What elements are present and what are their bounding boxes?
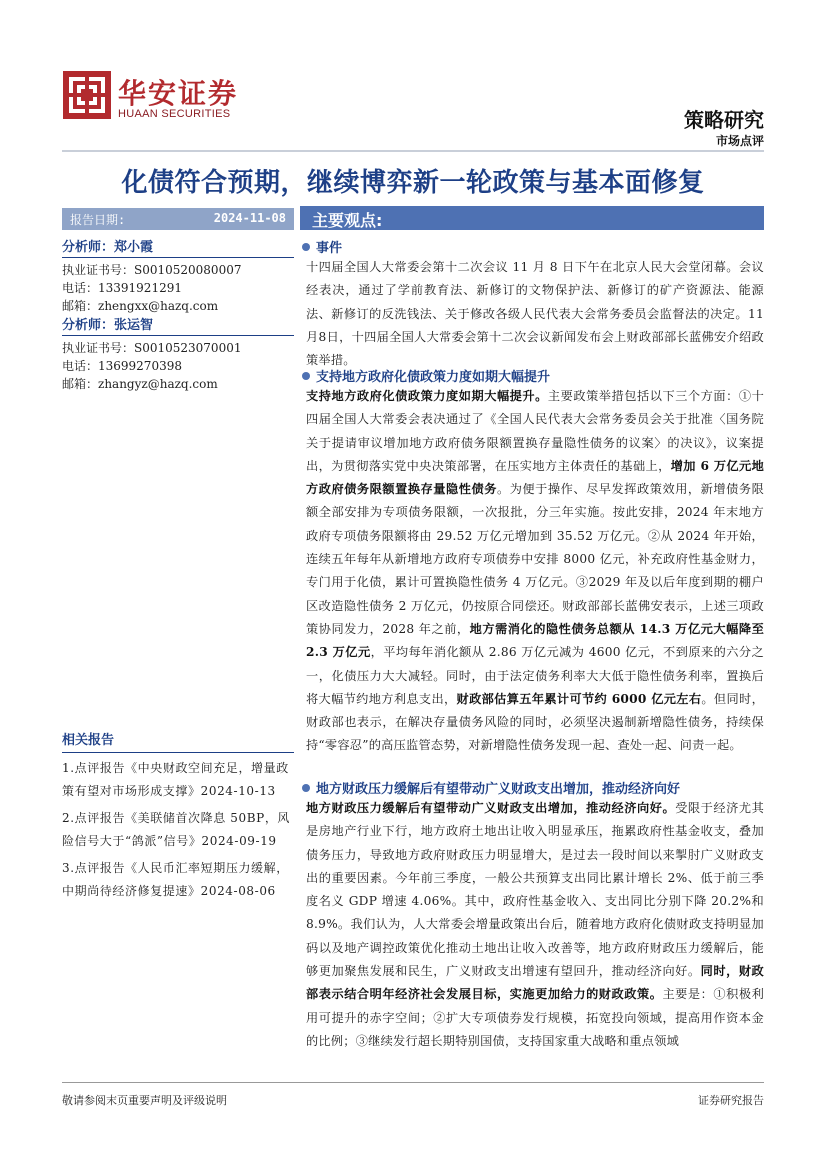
section-heading-text: 地方财政压力缓解后有望带动广义财政支出增加，推动经济向好 xyxy=(316,782,681,797)
bullet-icon xyxy=(302,243,310,251)
related-report-item[interactable]: 1.点评报告《中央财政空间充足，增量政策有望对市场形成支撑》2024-10-13 xyxy=(62,761,289,798)
logo-text-en: HUAAN SECURITIES xyxy=(118,108,231,120)
section-paragraph xyxy=(306,385,764,758)
bold-text: 财政部估算五年累计可节约 6000 亿元左右 xyxy=(456,691,702,706)
report-category: 策略研究 xyxy=(684,108,764,132)
bold-text: 地方财政压力缓解后有望带动广义财政支出增加，推动经济向好。 xyxy=(306,801,676,815)
related-report-item[interactable]: 2.点评报告《美联储首次降息 50BP，风险信号大于“鸽派”信号》2024-09-19 xyxy=(62,811,291,848)
page-title: 化债符合预期，继续博弈新一轮政策与基本面修复 xyxy=(121,168,705,198)
footer-report-type: 证券研究报告 xyxy=(698,1094,764,1107)
analyst-block xyxy=(62,238,294,315)
section-heading-text: 支持地方政府化债政策力度如期大幅提升 xyxy=(316,370,551,385)
analyst-cert: 执业证书号：S0010520080007 xyxy=(62,263,242,277)
body-text: 。为便于操作、尽早发挥政策效用，新增债务限额全部安排为专项债务限额，一次报批，分三年实施。按此安排，2024 年末地方政府专项债务限额将由 29.52 万亿元增加到 35.52 万亿元。②从 2024 年开始，连续五年每年从新增地方政府专项债券中安排 8000 亿元，补充政府性基金财力，专门用于化债，累计可置换隐性债务 4 万亿元。③2029 年及以后年度到期的棚户区改造隐性债务 2 万亿元，仍按原合同偿还。财政部部长蓝佛安表示，上述三项政策协同发力，2028 年之前， xyxy=(306,482,765,636)
section-heading xyxy=(300,237,764,256)
logo-mark-icon xyxy=(62,70,112,120)
report-date-bar xyxy=(62,208,294,230)
analyst-email[interactable]: 邮箱：zhangyz@hazq.com xyxy=(62,377,218,391)
section-paragraph xyxy=(306,797,764,1053)
bold-text: 地方需消化的隐性债务总额从 14.3 万亿元大幅降至 2.3 万亿元 xyxy=(306,621,765,660)
bold-text: 同时，财政部表示结合明年经济社会发展目标，实施更加给力的财政政策。 xyxy=(306,964,764,1002)
key-points-label: 主要观点: xyxy=(312,211,383,230)
analyst-email[interactable]: 邮箱：zhengxx@hazq.com xyxy=(62,299,219,313)
company-logo xyxy=(62,70,252,130)
report-subcategory: 市场点评 xyxy=(715,134,764,148)
body-text: 。但同时，财政部也表示，在解决存量债务风险的同时，必须坚决遏制新增隐性债务，持续保持“零容忍”的高压监管态势，对新增隐性债务发现一起、查处一起、问责一起。 xyxy=(306,691,765,753)
body-text: 主要是：①积极利用可提升的赤字空间；②扩大专项债券发行规模，拓宽投向领域，提高用作资本金的比例；③继续发行超长期特别国债，支持国家重大战略和重点领域 xyxy=(306,987,765,1048)
bullet-icon xyxy=(302,784,310,792)
analyst-name: 分析师：郑小霞 xyxy=(62,240,154,255)
bullet-icon xyxy=(302,372,310,380)
bold-text: 增加 6 万亿元地方政府债务限额置换存量隐性债务 xyxy=(306,458,765,497)
section-heading-text: 事件 xyxy=(316,241,343,256)
related-report-item[interactable]: 3.点评报告《人民币汇率短期压力缓解，中期尚待经济修复提速》2024-08-06 xyxy=(62,861,289,898)
header-divider xyxy=(62,150,764,152)
body-text: 受限于经济尤其是房地产行业下行，地方政府土地出让收入明显承压，拖累政府性基金收支，叠加债务压力，导致地方政府财政压力明显增大，是过去一段时间以来掣肘广义财政支出的重要因素。今年前三季度，一般公共预算支出同比累计增长 2%、低于前三季度名义 GDP 增速 4.06%。其中，政府性基金收入、支出同比分别下降 20.2%和 8.9%。我们认为，人大常委会增量政策出台后，随着地方政府化债财政支持明显加码以及地产调控政策优化推动土地出让收入改善等，地方政府财政压力缓解后，能够更加聚焦发展和民生，广义财政支出增速有望回升，推动经济向好。 xyxy=(306,801,765,979)
body-text: 主要政策举措包括以下三个方面：①十四届全国人大常委会表决通过了《全国人民代表大会常务委员会关于批准〈国务院关于提请审议增加地方政府债务限额置换存量隐性债务的议案〉的决议》，议案提出，为贯彻落实党中央决策部署，在压实地方主体责任的基础上， xyxy=(306,389,765,473)
report-date-value: 2024-11-08 xyxy=(213,211,286,225)
section-heading xyxy=(300,366,764,385)
analyst-cert: 执业证书号：S0010523070001 xyxy=(62,341,242,355)
section-paragraph: 十四届全国人大常委会第十二次会议 11 月 8 日下午在北京人民大会堂闭幕。会议经表决，通过了学前教育法、新修订的文物保护法、新修订的矿产资源法、能源法、新修订的反洗钱法、关于修改各级人民代表大会常务委员会监督法的决定。11月8日，十四届全国人大常委会第十二次会议新闻发布会上财政部部长蓝佛安介绍政策举措。 xyxy=(306,260,764,368)
section-heading xyxy=(300,778,764,797)
body-text: ，平均每年消化额从 2.86 万亿元减为 4600 亿元，不到原来的六分之一，化债压力大大减轻。同时，由于法定债务利率大大低于隐性债务利率，置换后将大幅节约地方利息支出， xyxy=(306,645,764,706)
footer-divider xyxy=(62,1082,764,1083)
analyst-phone: 电话：13391921291 xyxy=(62,281,182,295)
related-reports xyxy=(62,732,294,903)
analyst-name: 分析师：张运智 xyxy=(62,318,154,333)
related-reports-title: 相关报告 xyxy=(62,732,294,753)
report-date-label: 报告日期: xyxy=(70,213,126,227)
analyst-phone: 电话：13699270398 xyxy=(62,359,182,373)
bold-text: 支持地方政府化债政策力度如期大幅提升。 xyxy=(306,389,548,403)
key-points-bar xyxy=(300,206,764,230)
analyst-block xyxy=(62,316,294,393)
logo-text-cn: 华安证券 xyxy=(118,77,239,110)
footer-disclaimer: 敬请参阅末页重要声明及评级说明 xyxy=(62,1094,227,1107)
